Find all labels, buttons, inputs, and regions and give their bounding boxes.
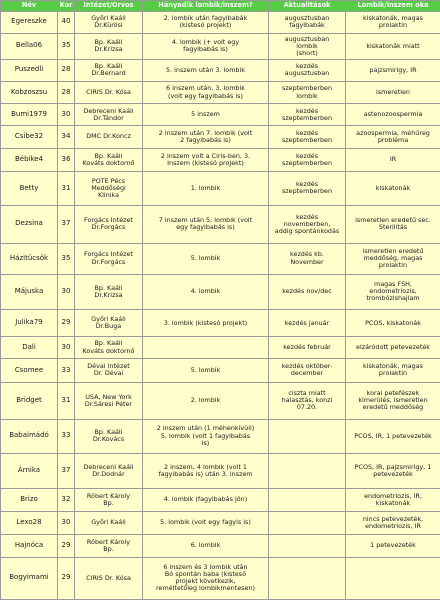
cell-news: kezdés szeptemberben (269, 148, 346, 171)
cell-attempt: 2 inszem után 7. lombik (volt 2 fagyibabás is) (143, 126, 269, 149)
cell-cause: ismeretlen eredetű meddőség, magas prolaktin (346, 243, 440, 274)
cell-attempt: 4. lombik (+ volt egy fagyibabás is) (143, 33, 269, 59)
cell-age: 40 (58, 12, 75, 34)
cell-age: 28 (58, 81, 75, 104)
table-row (1, 171, 440, 205)
cell-cause: IR (346, 148, 440, 171)
cell-cause: ismeretlen (346, 81, 440, 104)
cell-name: Házitücsök (1, 243, 58, 274)
cell-age: 31 (58, 171, 75, 205)
cell-name: Májuska (1, 274, 58, 309)
cell-age: 35 (58, 243, 75, 274)
cell-institute: Róbert Károly Bp. (75, 489, 143, 512)
cell-news: augusztusban fagyibabák (269, 12, 346, 34)
cell-cause: pajzsmirigy, IR (346, 59, 440, 81)
cell-age: 33 (58, 359, 75, 383)
cell-name: Bridget (1, 382, 58, 419)
header-kor: Kor (58, 1, 75, 12)
cell-attempt: 4. lombik (fagyibabás jön) (143, 489, 269, 512)
cell-attempt: 2. lombik (143, 382, 269, 419)
cell-attempt: 7 inszem után 5. lombik (volt egy fagyibabás is) (143, 206, 269, 244)
cell-age: 31 (58, 382, 75, 419)
table-row (1, 81, 440, 104)
cell-name: Kobzoszsu (1, 81, 58, 104)
table-row (1, 511, 440, 534)
cell-attempt: 6 inszem és 3 lombik után Bó spontán baba (kistesó projekt következik, reméltetőleg lombikmentesen) (143, 557, 269, 599)
cell-age: 29 (58, 309, 75, 336)
cell-news: kezdés október- december (269, 359, 346, 383)
cell-cause: korai petefészek kimerülés, ismeretlen eredetű meddőség (346, 382, 440, 419)
cell-cause: astenozoospermia (346, 104, 440, 126)
cell-news: kezdés augusztusban (269, 59, 346, 81)
cell-cause: kiskatonák miatt (346, 33, 440, 59)
cell-news: szeptemberben lombik (269, 81, 346, 104)
cell-news (269, 534, 346, 557)
cell-news: kezdés szeptemberben (269, 126, 346, 149)
cell-name: Csomee (1, 359, 58, 383)
cell-name: Egereszke (1, 12, 58, 34)
cell-news: kezdés nov/dec (269, 274, 346, 309)
cell-attempt: 2 inszem után (1 méhenkívüli) 5. lombik (volt 1 fagyibabás is) (143, 419, 269, 453)
cell-attempt: 3. lombik (kistesó projekt) (143, 309, 269, 336)
cell-institute: Győri Kaáli Dr.Buga (75, 309, 143, 336)
cell-age: 29 (58, 534, 75, 557)
table-row (1, 337, 440, 359)
table-row (1, 419, 440, 453)
cell-institute: Bp. Kaáli Dr.Krizsa (75, 33, 143, 59)
cell-institute: Debreceni Kaáli Dr.Dodnár (75, 453, 143, 488)
cell-attempt: 1. lombik (143, 171, 269, 205)
header-aktualitasok: Aktualitások (269, 1, 346, 12)
cell-attempt: 5. lombik (143, 243, 269, 274)
cell-name: Dali (1, 337, 58, 359)
cell-cause: ismeretlen eredetű sec. Sterilitás (346, 206, 440, 244)
header-intezet: Intézet/Orvos (75, 1, 143, 12)
cell-institute: Bp. Kaáli Dr.Kovács (75, 419, 143, 453)
table-row (1, 557, 440, 599)
cell-cause (346, 557, 440, 599)
cell-name: Dezsina (1, 206, 58, 244)
cell-institute: Győri Kaáli Dr.Kürösi (75, 12, 143, 34)
table-row (1, 243, 440, 274)
table-row (1, 382, 440, 419)
table-row (1, 59, 440, 81)
cell-age: 32 (58, 489, 75, 512)
cell-name: Betty (1, 171, 58, 205)
cell-attempt: 5. inszem után 3. lombik (143, 59, 269, 81)
cell-name: Julika79 (1, 309, 58, 336)
cell-attempt: 2. lombik után fagyibabák (kistesó projekt) (143, 12, 269, 34)
cell-institute: Győri Kaáli (75, 511, 143, 534)
cell-age: 30 (58, 274, 75, 309)
cell-name: Csibe32 (1, 126, 58, 149)
cell-cause: PCOS, IR, 1 petevezeték (346, 419, 440, 453)
cell-cause: PCOS, IR, pajzsmirigy, 1 petevezeték (346, 453, 440, 488)
cell-name: Bumi1979 (1, 104, 58, 126)
table-row (1, 309, 440, 336)
table-row (1, 33, 440, 59)
table-row (1, 104, 440, 126)
cell-news: kezdés szeptemberben (269, 104, 346, 126)
cell-cause: endometriozis, IR, kiskatonák (346, 489, 440, 512)
cell-name: Lexo28 (1, 511, 58, 534)
header-nev: Név (1, 1, 58, 12)
cell-cause: nincs petevezeték, endometriozis, IR (346, 511, 440, 534)
cell-institute: Dévai Intézet Dr. Dévai (75, 359, 143, 383)
cell-attempt: 4. lombik (143, 274, 269, 309)
cell-cause: kiskatonák (346, 171, 440, 205)
cell-age: 34 (58, 126, 75, 149)
cell-news (269, 453, 346, 488)
cell-institute: Bp. Kaáli Kováts doktornő (75, 337, 143, 359)
cell-name: Árnika (1, 453, 58, 488)
cell-cause: 1 petevezeték (346, 534, 440, 557)
table-row (1, 206, 440, 244)
cell-age: 29 (58, 557, 75, 599)
cell-name: Bébike4 (1, 148, 58, 171)
table-body (1, 12, 440, 600)
cell-news: ciszta miatt halasztás, konzi 07.20. (269, 382, 346, 419)
table-row (1, 12, 440, 34)
cell-age: 30 (58, 511, 75, 534)
cell-institute: Róbert Károly Bp. (75, 534, 143, 557)
header-ok: Lombik/inszem oka (346, 1, 440, 12)
cell-attempt: 6 inszem után, 3. lombik (volt egy fagyibabás is) (143, 81, 269, 104)
cell-attempt: 2 inszem volt a Ciris-ben, 3. Inszem (kistesó projekt) (143, 148, 269, 171)
cell-name: Brizo (1, 489, 58, 512)
table-row (1, 148, 440, 171)
cell-news (269, 557, 346, 599)
cell-cause: kiskatonák, magas prolaktin (346, 12, 440, 34)
cell-news: kezdés február (269, 337, 346, 359)
cell-age: 33 (58, 419, 75, 453)
cell-age: 37 (58, 453, 75, 488)
cell-age: 35 (58, 33, 75, 59)
cell-institute: Bp. Kaáli Dr.Bernard (75, 59, 143, 81)
header-row (1, 1, 440, 12)
table-row (1, 534, 440, 557)
cell-age: 30 (58, 104, 75, 126)
cell-institute: Forgács Intézet Dr.Forgács (75, 243, 143, 274)
cell-institute: CIRIS Dr. Kósa (75, 557, 143, 599)
cell-age: 36 (58, 148, 75, 171)
cell-institute: Bp. Kaáli Dr.Krizsa (75, 274, 143, 309)
cell-attempt: 5 inszem (143, 104, 269, 126)
cell-attempt: 5. lombik (143, 359, 269, 383)
header-lombik: Hányadik lombik/inszem? (143, 1, 269, 12)
cell-name: Hajnóca (1, 534, 58, 557)
cell-news: kezdés január (269, 309, 346, 336)
cell-age: 30 (58, 337, 75, 359)
cell-cause: magas FSH, endometriozis, trombózishajlam (346, 274, 440, 309)
table-row (1, 359, 440, 383)
cell-institute: Forgács Intézet Dr.Forgács (75, 206, 143, 244)
cell-attempt: 5. lombik (volt egy fagyis is) (143, 511, 269, 534)
cell-news: augusztusban lombik (short) (269, 33, 346, 59)
cell-age: 37 (58, 206, 75, 244)
cell-news: kezdés novemberben, addig spontánkodás (269, 206, 346, 244)
cell-attempt: 2 inszem, 4 lombik (volt 1 fagyibabás is) után 3. inszem (143, 453, 269, 488)
cell-attempt: 6. lombik (143, 534, 269, 557)
cell-cause: azoospermia, méhűreg probléma (346, 126, 440, 149)
cell-cause: PCOS, kiskatonák (346, 309, 440, 336)
cell-cause: kiskatonák, magas prolaktin (346, 359, 440, 383)
cell-name: Babaimádó (1, 419, 58, 453)
cell-news (269, 511, 346, 534)
cell-age: 28 (58, 59, 75, 81)
cell-institute: DMC Dr.Koncz (75, 126, 143, 149)
table-row (1, 453, 440, 488)
cell-news (269, 419, 346, 453)
cell-name: Puszedli (1, 59, 58, 81)
cell-institute: Debreceni Kaáli Dr.Tándor (75, 104, 143, 126)
cell-news: kezdés kb. November (269, 243, 346, 274)
cell-institute: CIRIS Dr. Kósa (75, 81, 143, 104)
table-row (1, 126, 440, 149)
cell-news: kezdés szeptemberben (269, 171, 346, 205)
cell-institute: Bp. Kaáli Kováts doktornő (75, 148, 143, 171)
cell-cause: elzáródott petevezeték (346, 337, 440, 359)
cell-institute: USA, New York Dr.Sáresi Péter (75, 382, 143, 419)
cell-name: Bogyimami (1, 557, 58, 599)
cell-institute: POTE Pécs Meddőségi Klinika (75, 171, 143, 205)
cell-name: Bella06 (1, 33, 58, 59)
table-row (1, 274, 440, 309)
cell-news (269, 489, 346, 512)
table-row (1, 489, 440, 512)
cell-attempt (143, 337, 269, 359)
